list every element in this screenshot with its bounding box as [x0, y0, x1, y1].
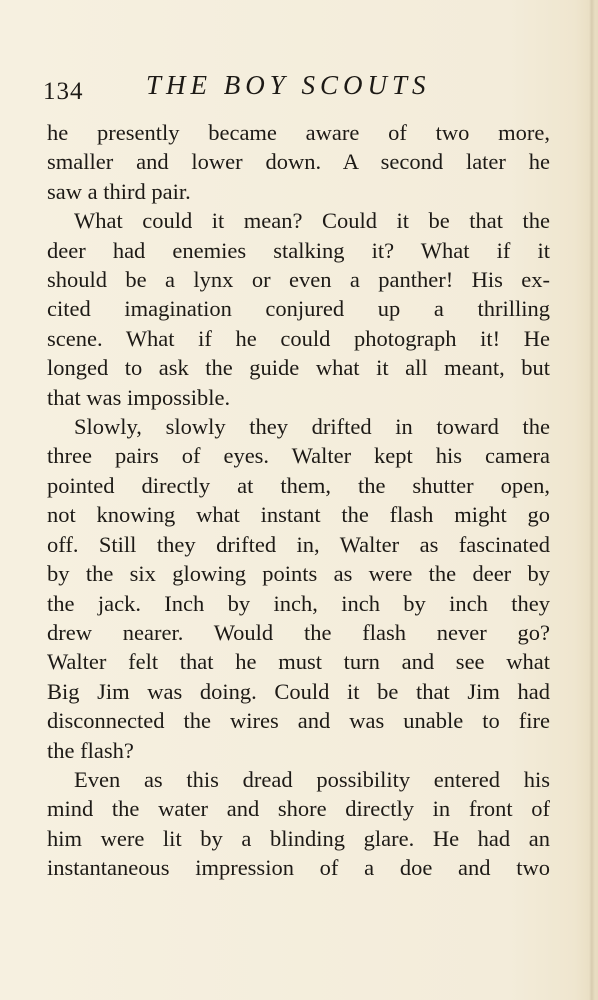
text-line: should be a lynx or even a panther! His ex- [47, 267, 550, 293]
body-text [47, 118, 550, 898]
running-head [43, 70, 563, 110]
text-line: by the six glowing points as were the deer by [47, 561, 550, 587]
text-line: off. Still they drifted in, Walter as fascinated [47, 531, 550, 557]
page-edge-shadow [589, 0, 595, 1000]
running-title: THE BOY SCOUTS [146, 70, 431, 100]
text-line: deer had enemies stalking it? What if it [47, 237, 550, 263]
text-line: Big Jim was doing. Could it be that Jim had [47, 678, 550, 704]
text-line: pointed directly at them, the shutter open, [47, 472, 550, 498]
text-line: smaller and lower down. A second later he [47, 149, 550, 175]
text-line: What could it mean? Could it be that the [74, 208, 550, 234]
text-line: he presently became aware of two more, [47, 120, 550, 145]
text-line: scene. What if he could photograph it! He [47, 325, 550, 351]
text-line: disconnected the wires and was unable to fire [47, 708, 550, 734]
text-line: mind the water and shore directly in front of [47, 796, 550, 822]
text-line: Walter felt that he must turn and see what [47, 649, 550, 675]
text-line: not knowing what instant the flash might go [47, 502, 550, 528]
text-line: longed to ask the guide what it all meant, but [47, 355, 550, 381]
text-line: the flash? [47, 737, 134, 763]
text-line: the jack. Inch by inch, inch by inch they [47, 590, 550, 616]
text-line: three pairs of eyes. Walter kept his camera [47, 443, 550, 469]
text-line: saw a third pair. [47, 178, 191, 204]
text-line: cited imagination conjured up a thrilling [47, 296, 550, 322]
text-line: Even as this dread possibility entered his [74, 766, 550, 792]
text-line: him were lit by a blinding glare. He had an [47, 825, 550, 851]
text-line: Slowly, slowly they drifted in toward the [74, 414, 550, 440]
text-line: instantaneous impression of a doe and two [47, 855, 550, 881]
page-number: 134 [43, 78, 84, 105]
text-line: that was impossible. [47, 384, 231, 410]
text-line: drew nearer. Would the flash never go? [47, 619, 550, 645]
